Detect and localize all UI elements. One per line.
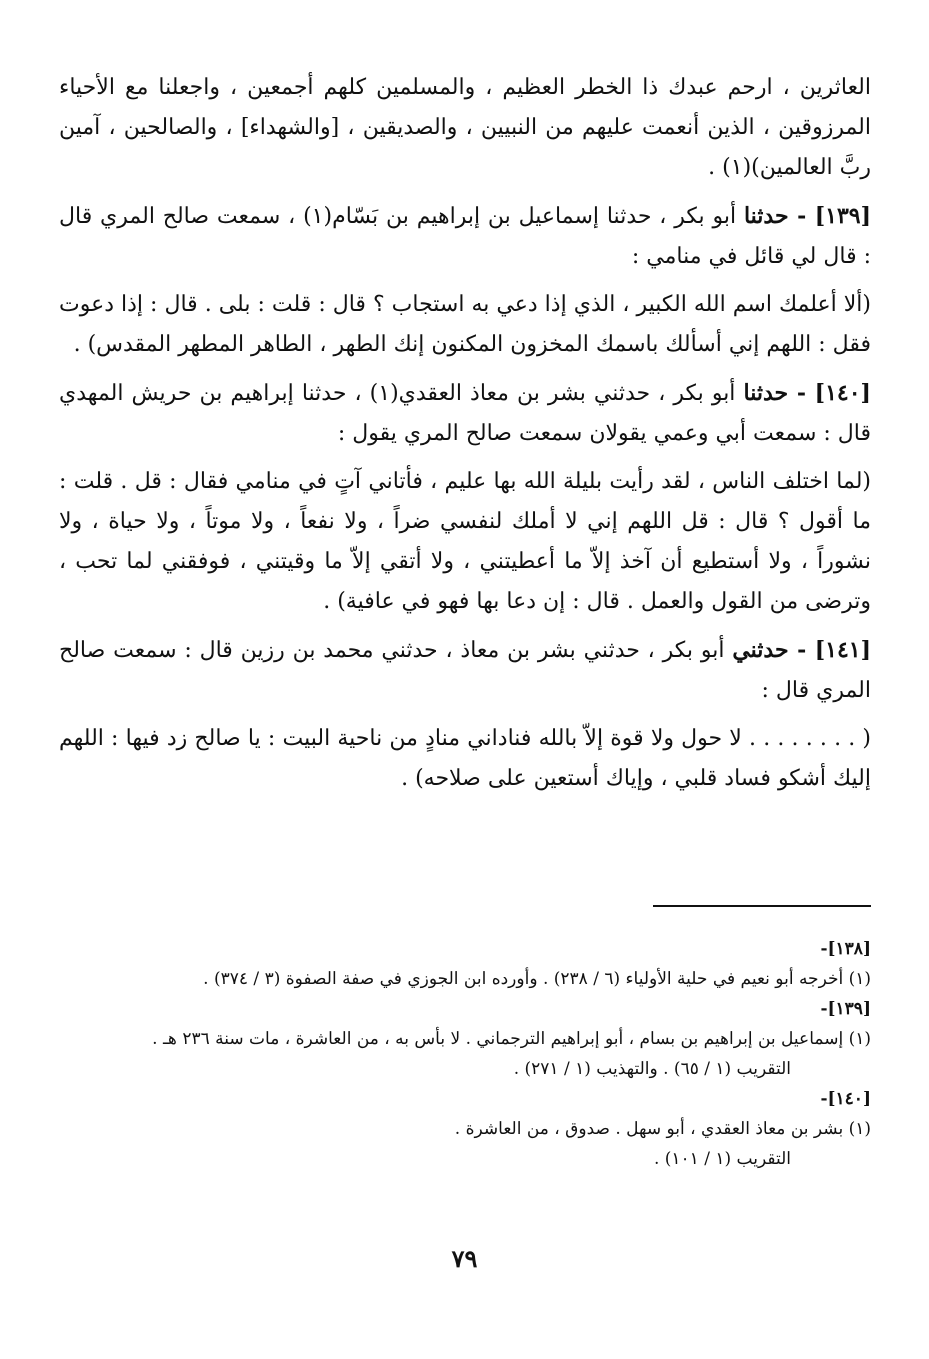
- narration-number-141: [١٤١] - حدثني: [732, 637, 872, 663]
- paragraph-139-matn: (ألا أعلمك اسم الله الكبير ، الذي إذا دعي به استجاب ؟ قال : قلت : بلى . قال : إذا دعوت فقل : اللهم إني أسألك باسمك المخزون المكنون إنك الطهر ، الطاهر المطهر المقدس) .: [59, 292, 871, 357]
- isnad-text-139: أبو بكر ، حدثنا إسماعيل بن إبراهيم بن بَسّام(١) ، سمعت صالح المري قال : قال لي قائل في منامي :: [59, 204, 871, 269]
- paragraph-140-isnad: [59, 373, 871, 454]
- footnote-139-1: (١) إسماعيل بن إبراهيم بن بسام ، أبو إبراهيم الترجماني . لا بأس به ، من العاشرة ، مات سنة ٢٣٦ هـ .: [152, 1029, 871, 1049]
- main-text: [59, 68, 871, 799]
- narration-number-140: [١٤٠] - حدثنا: [743, 380, 871, 406]
- footnote-heading-140: [١٤٠]-: [820, 1089, 871, 1109]
- paragraph-139-isnad: [59, 196, 871, 277]
- paragraph-141-isnad: [59, 630, 871, 711]
- paragraph-138-continuation: العاثرين ، ارحم عبدك ذا الخطر العظيم ، والمسلمين كلهم أجمعين ، واجعلنا مع الأحياء المرزوقين ، الذين أنعمت عليهم من النبيين ، والصديقين ، [والشهداء] ، والصالحين ، آمين ربَّ العالمين)(١) .: [59, 75, 871, 180]
- footnote-138-1: (١) أخرجه أبو نعيم في حلية الأولياء (٦ / ٢٣٨) . وأورده ابن الجوزي في صفة الصفوة (٣ / ٣٧٤) .: [203, 969, 871, 989]
- footnotes: [59, 934, 871, 1174]
- footnote-heading-138: [١٣٨]-: [820, 939, 871, 959]
- paragraph-140-matn: (لما اختلف الناس ، لقد رأيت بليلة الله بها عليم ، فأتاني آتٍ في منامي فقال : قل . قلت : ما أقول ؟ قال : قل اللهم إني لا أملك لنفسي ضراً ، ولا نفعاً ، ولا موتاً ، ولا حياة ، ولا نشوراً ، ولا أستطيع أن آخذ إلاّ ما أعطيتني ، ولا أتقي إلاّ ما وقيتني ، فوفقني لما تحب ، وترضى من القول والعمل . قال : إن دعا بها فهو في عافية) .: [59, 469, 871, 614]
- footnote-140-1: (١) بشر بن معاذ العقدي ، أبو سهل . صدوق ، من العاشرة .: [454, 1119, 871, 1139]
- narration-number-139: [١٣٩] - حدثنا: [743, 203, 871, 229]
- footnote-140-1-continued: التقريب (١ / ١٠١) .: [653, 1149, 791, 1169]
- isnad-text-140: أبو بكر ، حدثني بشر بن معاذ العقدي(١) ، حدثنا إبراهيم بن حريش المهدي قال : سمعت أبي وعمي يقولان سمعت صالح المري يقول :: [59, 381, 871, 446]
- page-number: ٧٩: [451, 1244, 478, 1273]
- footnote-139-1-continued: التقريب (١ / ٦٥) . والتهذيب (١ / ٢٧١) .: [513, 1059, 791, 1079]
- footnote-heading-139: [١٣٩]-: [820, 999, 871, 1019]
- isnad-text-141: أبو بكر ، حدثني بشر بن معاذ ، حدثني محمد بن رزين قال : سمعت صالح المري قال :: [59, 638, 871, 703]
- paragraph-141-matn: ( . . . . . . . . لا حول ولا قوة إلاّ بالله فناداني منادٍ من ناحية البيت : يا صالح زد فيها : اللهم إليك أشكو فساد قلبي ، وإياك أستعين على صلاحه) .: [59, 726, 871, 791]
- footnote-divider: [653, 905, 871, 907]
